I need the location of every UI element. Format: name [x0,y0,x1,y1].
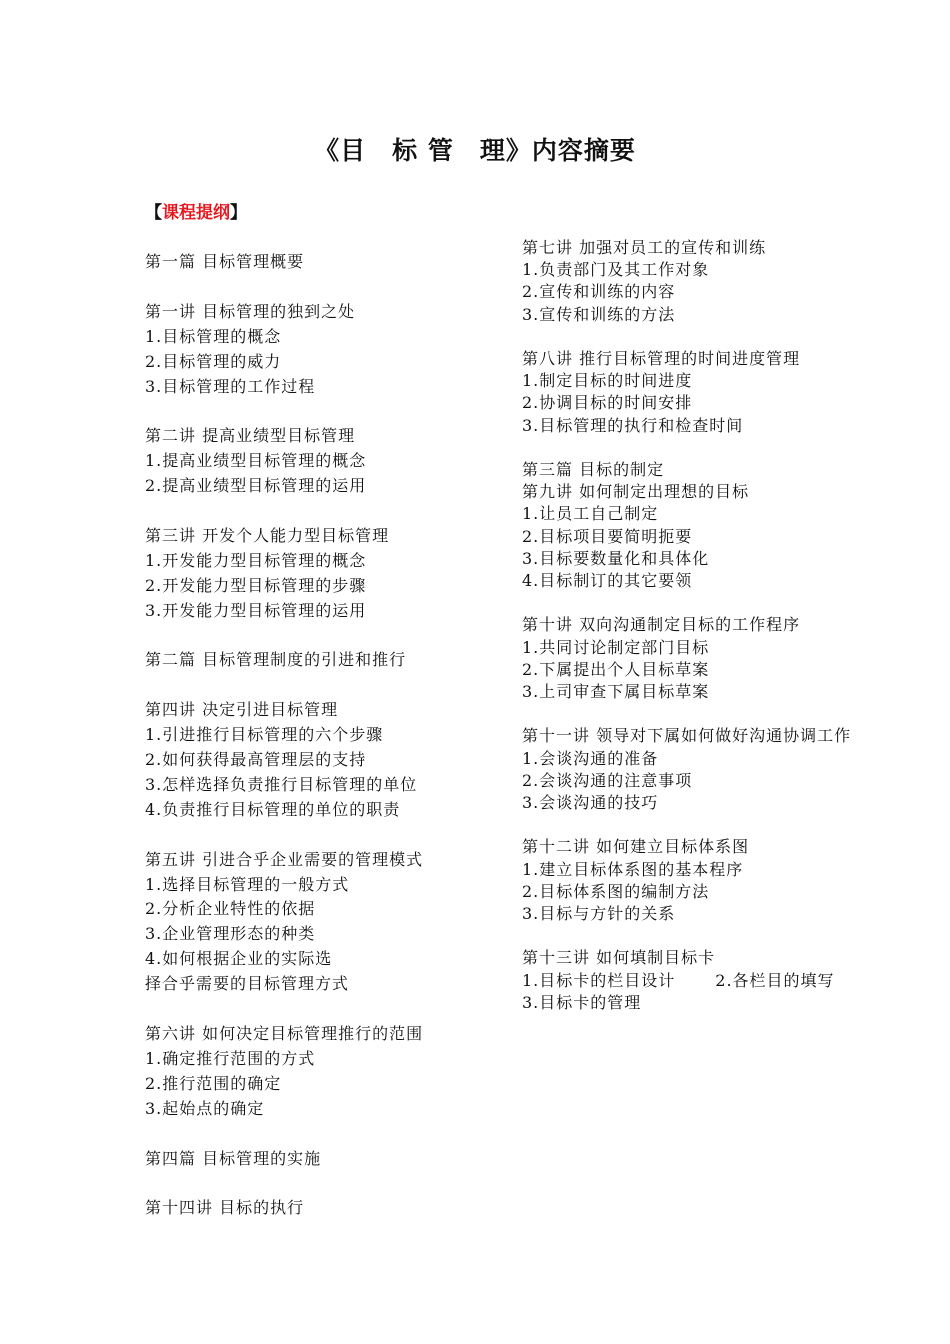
spacer [145,673,423,698]
lecture-8-block [522,348,851,437]
list-item: 1.让员工自己制定 [522,504,659,524]
list-item: 4.目标制订的其它要领 [522,571,693,591]
list-item: 2.开发能力型目标管理的步骤 [145,575,367,595]
list-item: 2.会谈沟通的注意事项 [522,770,693,790]
list-item: 2.目标项目要简明扼要 [522,526,693,546]
spacer [522,925,851,947]
section-4-block [145,1147,423,1172]
list-item: 2.协调目标的时间安排 [522,393,693,413]
list-item: 1.负责部门及其工作对象 [522,260,710,280]
lecture-2-block [145,424,423,499]
document-title: 《目 标 管 理》内容摘要 [314,136,636,165]
list-item: 4.如何根据企业的实际选 [145,949,333,969]
lecture-heading: 第五讲 引进合乎企业需要的管理模式 [145,849,424,869]
list-item: 3.会谈沟通的技巧 [522,793,659,813]
list-item: 3.上司审查下属目标草案 [522,682,710,702]
section-heading: 第四篇 目标管理的实施 [145,1148,322,1168]
list-item: 1.制定目标的时间进度 [522,371,693,391]
list-item: 3.怎样选择负责推行目标管理的单位 [145,774,418,794]
right-column [522,237,851,1014]
list-item: 1.目标卡的栏目设计 [522,970,676,990]
list-item: 3.企业管理形态的种类 [145,924,316,944]
list-item: 1.提高业绩型目标管理的概念 [145,451,367,471]
lecture-heading: 第六讲 如何决定目标管理推行的范围 [145,1023,424,1043]
lecture-4-block [145,698,423,823]
lecture-heading: 第一讲 目标管理的独到之处 [145,301,356,321]
spacer [145,1171,423,1196]
list-item: 2.分析企业特性的依据 [145,899,316,919]
spacer [145,1122,423,1147]
spacer [145,399,423,424]
course-outline-heading [145,200,247,226]
list-item: 3.目标卡的管理 [522,992,642,1012]
lecture-heading: 第三讲 开发个人能力型目标管理 [145,525,390,545]
spacer [145,624,423,649]
lecture-7-block [522,237,851,326]
lecture-11-block [522,725,851,814]
section-heading: 第一篇 目标管理概要 [145,252,305,271]
spacer [145,997,423,1022]
section-3-block [522,459,851,592]
list-item: 1.目标管理的概念 [145,326,282,346]
list-item: 2.如何获得最高管理层的支持 [145,750,367,770]
list-item: 3.目标与方针的关系 [522,904,676,924]
lecture-heading: 第十二讲 如何建立目标体系图 [522,837,750,857]
lecture-heading: 第十讲 双向沟通制定目标的工作程序 [522,615,801,635]
lecture-heading: 第八讲 推行目标管理的时间进度管理 [522,349,801,368]
lecture-1-block [145,300,423,400]
outline-label: 课程提纲 [162,203,230,223]
list-item-pair [522,970,851,992]
section-1-block [145,250,423,275]
lecture-5-block [145,848,423,997]
spacer [522,437,851,459]
lecture-heading: 第七讲 加强对员工的宣传和训练 [522,238,767,257]
lecture-heading: 第二讲 提高业绩型目标管理 [145,426,356,446]
list-item: 1.引进推行目标管理的六个步骤 [145,725,384,745]
list-item: 2.下属提出个人目标草案 [522,659,710,679]
lecture-heading: 第九讲 如何制定出理想的目标 [522,482,750,502]
list-item: 1.开发能力型目标管理的概念 [145,550,367,570]
spacer [522,592,851,614]
list-item: 2.各栏目的填写 [715,970,835,990]
list-item-continued: 择合乎需要的目标管理方式 [145,974,350,994]
spacer [145,499,423,524]
list-item: 1.选择目标管理的一般方式 [145,874,350,894]
lecture-14-block [145,1196,423,1221]
lecture-heading: 第十一讲 领导对下属如何做好沟通协调工作 [522,726,852,746]
spacer [522,326,851,348]
spacer [522,703,851,725]
section-2-block [145,648,423,673]
list-item: 3.目标要数量化和具体化 [522,548,710,568]
list-item: 3.目标管理的工作过程 [145,376,316,396]
lecture-heading: 第十三讲 如何填制目标卡 [522,948,716,968]
list-item: 1.确定推行范围的方式 [145,1048,316,1068]
lecture-12-block [522,836,851,925]
section-heading: 第三篇 目标的制定 [522,460,665,479]
list-item: 2.目标体系图的编制方法 [522,881,710,901]
list-item: 1.建立目标体系图的基本程序 [522,859,744,879]
lecture-heading: 第四讲 决定引进目标管理 [145,700,339,720]
outline-bracket-open: 【 [145,203,162,223]
list-item: 4.负责推行目标管理的单位的职责 [145,799,401,819]
left-column [145,250,423,1221]
list-item: 1.共同讨论制定部门目标 [522,637,710,657]
list-item: 2.目标管理的威力 [145,351,282,371]
list-item: 3.起始点的确定 [145,1098,265,1118]
list-item: 2.宣传和训练的内容 [522,282,676,302]
spacer [145,275,423,300]
section-heading: 第二篇 目标管理制度的引进和推行 [145,650,407,670]
lecture-6-block [145,1022,423,1122]
spacer [522,814,851,836]
list-item: 3.目标管理的执行和检查时间 [522,415,744,435]
lecture-10-block [522,614,851,703]
list-item: 1.会谈沟通的准备 [522,748,659,768]
list-item: 2.提高业绩型目标管理的运用 [145,476,367,496]
lecture-13-block [522,947,851,1014]
outline-bracket-close: 】 [230,203,247,223]
lecture-3-block [145,524,423,624]
lecture-heading: 第十四讲 目标的执行 [145,1198,305,1218]
list-item: 3.开发能力型目标管理的运用 [145,600,367,620]
spacer [145,823,423,848]
list-item: 2.推行范围的确定 [145,1073,282,1093]
list-item: 3.宣传和训练的方法 [522,304,676,324]
